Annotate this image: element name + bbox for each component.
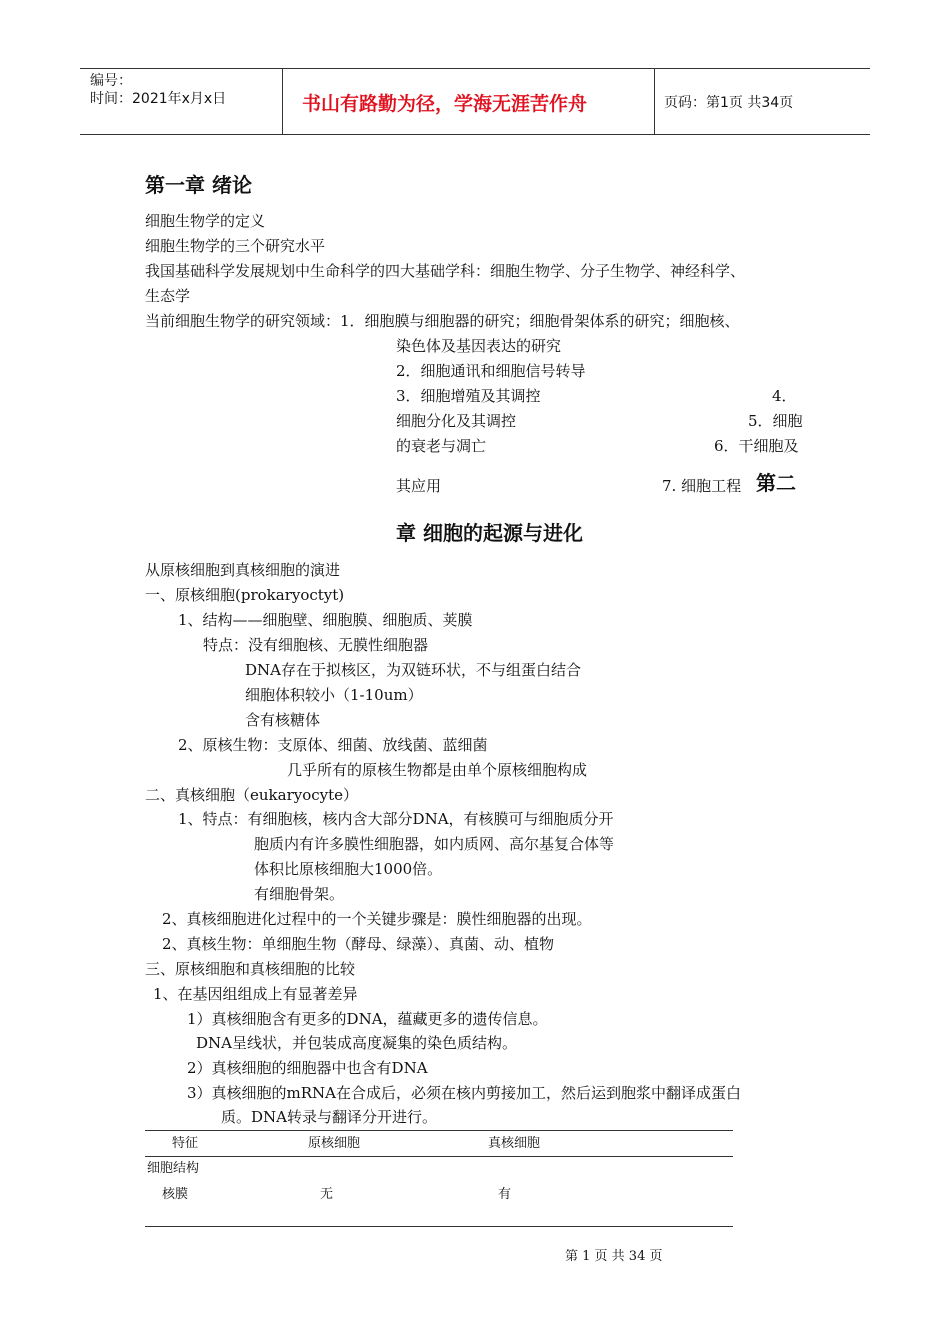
footer-page-number: 第 1 页 共 34 页 — [565, 1249, 663, 1264]
header-time-label: 时间：2021年x月x日 — [90, 91, 227, 107]
table-bottom-rule — [145, 1226, 733, 1227]
table-header-cell: 特征 — [172, 1136, 199, 1151]
text-line: 2、原核生物：支原体、细菌、放线菌、蓝细菌 — [178, 736, 488, 754]
text-line: 我国基础科学发展规划中生命科学的四大基础学科：细胞生物学、分子生物学、神经科学、 — [145, 262, 746, 280]
table-header-cell: 真核细胞 — [488, 1136, 541, 1151]
text-line: 当前细胞生物学的研究领域：1．细胞膜与细胞器的研究；细胞骨架体系的研究；细胞核、 — [145, 312, 740, 330]
text-line: 1）真核细胞含有更多的DNA，蕴藏更多的遗传信息。 — [187, 1010, 548, 1028]
text-line: 质。DNA转录与翻译分开进行。 — [221, 1108, 437, 1126]
research-area: 染色体及基因表达的研究 — [396, 337, 562, 355]
header-top-rule — [80, 68, 870, 69]
text-line: 体积比原核细胞大1000倍。 — [254, 860, 443, 878]
chapter2-title-part2: 章 细胞的起源与进化 — [396, 521, 583, 545]
text-line: 细胞生物学的三个研究水平 — [145, 237, 326, 255]
text-line: 有细胞骨架。 — [254, 885, 345, 903]
table-section-label: 细胞结构 — [147, 1161, 200, 1176]
table-header-rule — [145, 1156, 733, 1157]
header-divider-left — [282, 68, 283, 135]
research-area: 3．细胞增殖及其调控 — [396, 387, 541, 405]
text-line: 几乎所有的原核生物都是由单个原核细胞构成 — [287, 761, 588, 779]
text-line: 含有核糖体 — [245, 711, 321, 729]
research-area: 2．细胞通讯和细胞信号转导 — [396, 362, 586, 380]
header-bottom-rule — [80, 134, 870, 135]
research-area: 4． — [772, 387, 797, 405]
chapter2-title-part1: 第二 — [756, 471, 796, 495]
text-line: 生态学 — [145, 287, 191, 305]
table-top-rule — [145, 1130, 733, 1131]
table-cell: 核膜 — [162, 1187, 189, 1202]
section-heading: 二、真核细胞（eukaryocyte） — [145, 786, 359, 804]
table-cell: 无 — [320, 1187, 334, 1202]
text-line: 细胞生物学的定义 — [145, 212, 266, 230]
text-line: 2、真核生物：单细胞生物（酵母、绿藻）、真菌、动、植物 — [162, 935, 555, 953]
text-line: DNA呈线状，并包装成高度凝集的染色质结构。 — [196, 1034, 517, 1052]
research-area: 细胞分化及其调控 — [396, 412, 517, 430]
text-line: 2、真核细胞进化过程中的一个关键步骤是：膜性细胞器的出现。 — [162, 910, 592, 928]
text-line: 3）真核细胞的mRNA在合成后，必须在核内剪接加工，然后运到胞浆中翻译成蛋白 — [187, 1084, 742, 1102]
text-line: 1、在基因组组成上有显著差异 — [153, 985, 358, 1003]
research-area: 7. 细胞工程 — [662, 477, 742, 495]
header-motto: 书山有路勤为径，学海无涯苦作舟 — [302, 93, 588, 115]
table-header-cell: 原核细胞 — [308, 1136, 361, 1151]
research-area: 的衰老与凋亡 — [396, 437, 487, 455]
text-line: 特点：没有细胞核、无膜性细胞器 — [203, 636, 429, 654]
text-line: 1、结构——细胞壁、细胞膜、细胞质、荚膜 — [178, 611, 473, 629]
text-line: 细胞体积较小（1-10um） — [245, 686, 423, 704]
header-page-info: 页码：第1页 共34页 — [664, 95, 794, 111]
text-line: DNA存在于拟核区，为双链环状，不与组蛋白结合 — [245, 661, 581, 679]
text-line: 2）真核细胞的细胞器中也含有DNA — [187, 1059, 428, 1077]
text-line: 胞质内有许多膜性细胞器，如内质网、高尔基复合体等 — [254, 835, 615, 853]
table-cell: 有 — [498, 1187, 512, 1202]
research-area: 其应用 — [396, 477, 442, 495]
chapter1-title: 第一章 绪论 — [145, 173, 252, 197]
section-heading: 一、原核细胞(prokaryoctyt) — [145, 586, 345, 604]
research-area: 5．细胞 — [748, 412, 803, 430]
text-line: 从原核细胞到真核细胞的演进 — [145, 561, 341, 579]
text-line: 1、特点：有细胞核，核内含大部分DNA，有核膜可与细胞质分开 — [178, 810, 614, 828]
research-area: 6．干细胞及 — [714, 437, 799, 455]
header-divider-right — [654, 68, 655, 135]
header-number-label: 编号： — [90, 73, 132, 89]
section-heading: 三、原核细胞和真核细胞的比较 — [145, 960, 356, 978]
